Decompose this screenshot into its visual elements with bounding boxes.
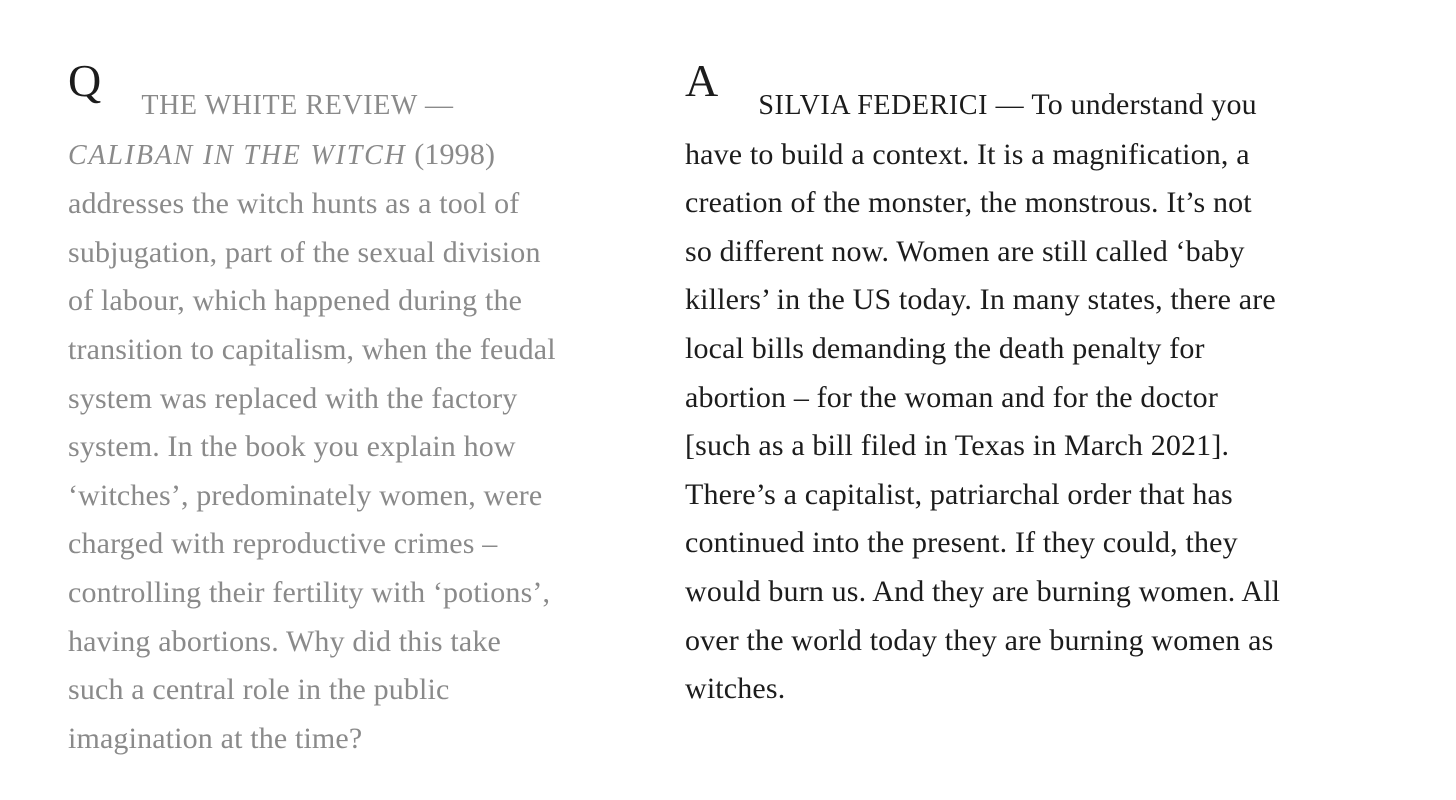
question-line: of labour, which happened during the: [68, 284, 523, 318]
answer-block: [685, 55, 1385, 714]
answer-line: abortion – for the woman and for the doctor: [685, 380, 1218, 414]
answer-text: [685, 131, 1385, 714]
answer-line: There’s a capitalist, patriarchal order that has: [685, 477, 1233, 511]
book-year: (1998): [406, 137, 496, 171]
question-line: transition to capitalism, when the feudal: [68, 332, 556, 366]
answer-line: so different now. Women are still called ‘baby: [685, 234, 1245, 268]
answer-first-line: [685, 55, 1385, 131]
question-marker: Q: [68, 55, 102, 106]
question-line: addresses the witch hunts as a tool of: [68, 187, 520, 221]
answer-line: [such as a bill filed in Texas in March 2021].: [685, 429, 1230, 463]
answer-line: witches.: [685, 672, 786, 706]
answer-line: continued into the present. If they could, they: [685, 526, 1238, 560]
answer-line: over the world today they are burning women as: [685, 623, 1274, 657]
answer-marker: A: [685, 55, 719, 106]
question-text: [68, 180, 640, 763]
answer-line: creation of the monster, the monstrous. It’s not: [685, 186, 1252, 220]
question-first-line: [68, 55, 640, 131]
answer-opening: To understand you: [1024, 88, 1257, 121]
question-line: having abortions. Why did this take: [68, 624, 501, 658]
question-line: subjugation, part of the sexual division: [68, 235, 541, 269]
question-block: [68, 55, 640, 763]
answer-line: killers’ in the US today. In many states, there are: [685, 283, 1276, 317]
question-line: imagination at the time?: [68, 721, 363, 755]
interviewer-name: THE WHITE REVIEW —: [141, 90, 454, 121]
question-second-line: [68, 131, 640, 181]
question-line: controlling their fertility with ‘potions’,: [68, 575, 551, 609]
question-line: such a central role in the public: [68, 673, 450, 707]
answer-line: local bills demanding the death penalty for: [685, 331, 1205, 365]
question-line: system. In the book you explain how: [68, 430, 516, 464]
book-title: CALIBAN IN THE WITCH: [68, 139, 407, 171]
question-line: charged with reproductive crimes –: [68, 527, 498, 561]
answer-line: would burn us. And they are burning women. All: [685, 574, 1281, 608]
interviewee-name: SILVIA FEDERICI —: [758, 90, 1025, 121]
question-line: system was replaced with the factory: [68, 381, 518, 415]
answer-line: have to build a context. It is a magnification, a: [685, 137, 1250, 171]
question-line: ‘witches’, predominately women, were: [68, 478, 543, 512]
